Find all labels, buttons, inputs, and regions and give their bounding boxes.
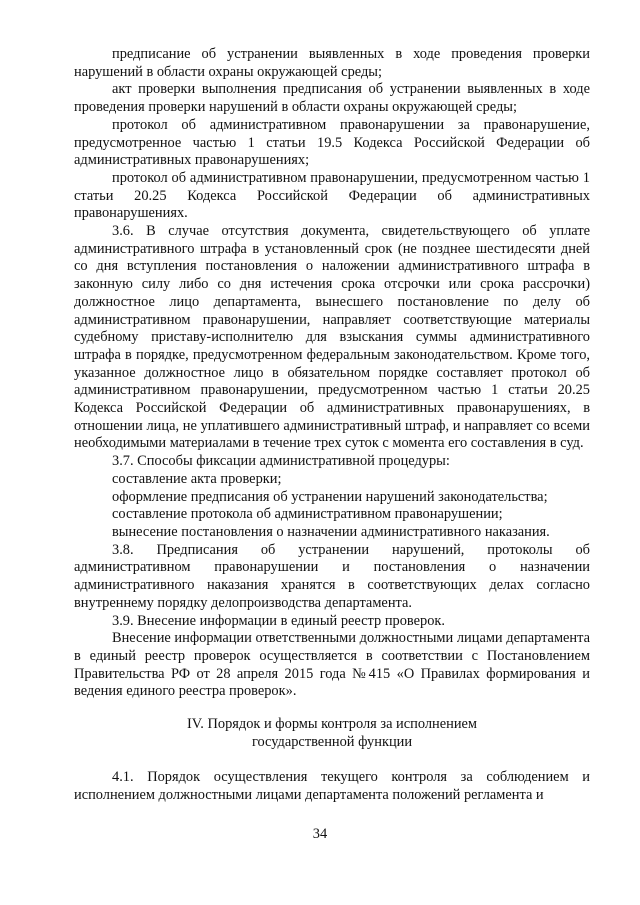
paragraph: протокол об административном правонарушении за правонарушение, предусмотренное частью 1 статьи 19.5 Кодекса Российской Федерации об административных правонарушениях; [74, 116, 590, 169]
list-item: составление протокола об административном правонарушении; [112, 506, 503, 523]
paragraph: протокол об административном правонарушении, предусмотренном частью 1 статьи 20.25 Кодекса Российской Федерации об административных правонарушениях. [74, 169, 590, 222]
paragraph: акт проверки выполнения предписания об устранении выявленных в ходе проведения проверки нарушений в области охраны окружающей среды; [74, 81, 590, 116]
paragraph-3-6: 3.6. В случае отсутствия документа, свидетельствующего об уплате административного штрафа в установленный срок (не позднее шестидесяти дней со дня вступления постановления о наложении административного штрафа в законную силу либо со дня истечения срока отсрочки или срока рассрочки) должностное лицо департамента, вынесшего постановление по делу об административном правонарушении, направляет соответствующие материалы судебному приставу-исполнителю для взыскания суммы административного штрафа в порядке, предусмотренном федеральным законодательством. Кроме того, указанное должностное лицо в обязательном порядке составляет протокол об административном правонарушении, предусмотренном частью 1 статьи 20.25 Кодекса Российской Федерации об административных правонарушениях, в отношении лица, не уплатившего административный штраф, и направляет со всеми необходимыми материалами в течение трех суток с момента его составления в суд. [74, 223, 590, 452]
list-item: вынесение постановления о назначении административного наказания. [112, 523, 550, 540]
list-item: составление акта проверки; [112, 470, 282, 487]
list-item: оформление предписания об устранении нарушений законодательства; [112, 488, 548, 505]
paragraph-4-1: 4.1. Порядок осуществления текущего контроля за соблюдением и исполнением должностными лицами департамента положений регламента и [74, 769, 590, 804]
paragraph-3-9: 3.9. Внесение информации в единый реестр проверок. [112, 612, 445, 629]
page-number: 34 [312, 826, 328, 842]
spacer [74, 751, 590, 769]
paragraph-3-8: 3.8. Предписания об устранении нарушений, протоколы об административном правонарушении и постановления о назначении административного наказания хранятся в соответствующих делах согласно внутреннему порядку делопроизводства департамента. [74, 541, 590, 611]
section-heading: IV. Порядок и формы контроля за исполнением государственной функции [186, 716, 478, 750]
document-page [74, 46, 590, 805]
paragraph: Внесение информации ответственными должностными лицами департамента в единый реестр проверок осуществляется в соответствии с Постановлением Правительства РФ от 28 апреля 2015 года №415 «О Правилах формирования и ведения единого реестра проверок». [74, 630, 590, 700]
paragraph-3-7: 3.7. Способы фиксации административной процедуры: [112, 453, 450, 470]
paragraph: предписание об устранении выявленных в ходе проведения проверки нарушений в области охраны окружающей среды; [74, 46, 590, 80]
